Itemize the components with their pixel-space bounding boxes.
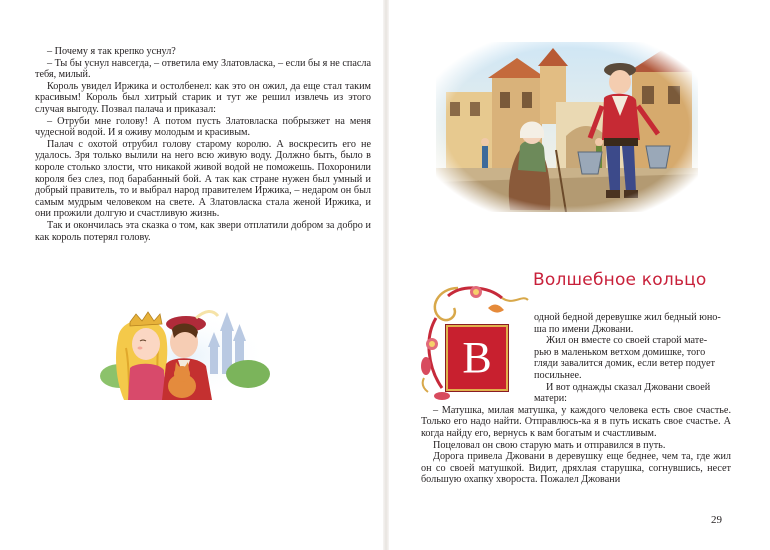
left-paragraph: – Ты бы уснул навсегда, – ответила ему Златовласка, – если бы я не спасла тебя, милый. [35, 57, 371, 81]
text-line: Жил он вместе со своей старой мате- [546, 335, 708, 347]
text-line: одной бедной деревушке жил бедный юно- [534, 312, 721, 323]
text-line: матери: [534, 393, 567, 405]
drop-cap-letter: В [462, 333, 492, 382]
right-paragraph: – Матушка, милая матушка, у каждого человека есть свое счастье. Только его надо найти. Отправлюсь-ка я в путь искать свое счастье. А когда найду его, вернусь к вам богатым и счастливым. [421, 404, 731, 439]
left-paragraph: Палач с охотой отрубил голову старому королю. А воскресить его не удалось. Зря только вылили на него всю живую воду. Должно быть, было в короле столько злости, что никакой живой водой не поможешь. Похоронили короля без слез, под барабанный бой. А так как стране нужен был умный и добрый правитель, то и выбрал народ правителем Иржика, – недаром он был самым мудрым человеком на свете. А Златовласка стала женой Иржика, и они прожили долгую и счастливую жизнь. [35, 138, 371, 220]
young-man-and-old-woman-illustration [436, 42, 698, 212]
text-line: И вот однажды сказал Джовани своей [546, 381, 711, 393]
left-paragraph: – Отруби мне голову! А потом пусть Златовласка побрызжет на меня чудесной водой. И я оживу молодым и красивым. [35, 115, 371, 139]
right-page-text [421, 312, 731, 486]
right-paragraph: Поцеловал он свою старую мать и отправился в путь. [433, 439, 666, 451]
right-paragraph: Дорога привела Джовани в деревушку еще беднее, чем та, где жил он со своей матушкой. Видит, дряхлая старушка, согнувшись, несет большую охапку хвороста. Пожалел Джовани [421, 451, 731, 486]
text-line: ша по имени Джовани. [534, 323, 634, 335]
princess-prince-illustration [100, 308, 270, 400]
text-line: гляди завалится домик, если ветер подует [534, 358, 715, 370]
left-page-text [35, 46, 371, 243]
text-line: рью в маленьком ветхом домишке, того [534, 346, 706, 358]
left-paragraph: Так и окончилась эта сказка о том, как звери отплатили добром за добро и как король потерял голову. [35, 219, 371, 243]
left-paragraph: – Почему я так крепко уснул? [47, 46, 176, 57]
text-line: посильнее. [534, 369, 582, 381]
page-number: 29 [711, 514, 722, 526]
chapter-title: Волшебное кольцо [533, 270, 707, 290]
book-gutter [383, 0, 389, 550]
left-paragraph: Король увидел Иржика и остолбенел: как это он ожил, да еще стал таким красивым! Король был хитрый старик и тут же решил извлечь из этого случая выгоду. Позвал палача и приказал: [35, 80, 371, 115]
